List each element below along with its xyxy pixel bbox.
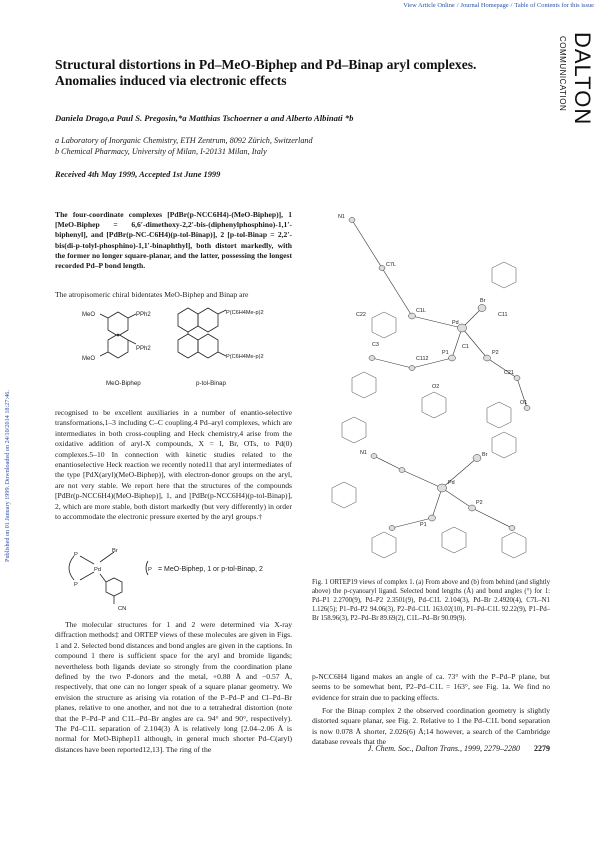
meo-biphep-structure bbox=[100, 312, 136, 358]
ptol-label: P(C6H4Me-p)2 bbox=[226, 310, 264, 316]
ligand-scheme bbox=[78, 306, 278, 388]
atom-label: P2 bbox=[492, 350, 499, 356]
atom-label: N1 bbox=[360, 450, 367, 456]
page-footer bbox=[312, 744, 550, 753]
ome-label-2: MeO bbox=[82, 356, 96, 362]
ortep-bottom-rings bbox=[332, 417, 526, 558]
dalton-label: DALTON bbox=[570, 32, 595, 126]
atom-label: P2 bbox=[476, 500, 483, 506]
complex-scheme bbox=[60, 548, 295, 614]
complex-structure bbox=[69, 552, 122, 604]
atom-label: Br bbox=[480, 298, 486, 304]
affiliation-a: a Laboratory of Inorganic Chemistry, ETH Zentrum, 8092 Zürich, Switzerland bbox=[55, 136, 313, 145]
atom-label: Pd bbox=[452, 320, 459, 326]
pph2-label-2: PPh2 bbox=[136, 346, 151, 352]
toc-link[interactable]: Table of Contents for this issue bbox=[514, 2, 594, 9]
affiliations bbox=[55, 135, 495, 157]
journal-citation: J. Chem. Soc., Dalton Trans., 1999, 2279–2280 bbox=[367, 744, 520, 753]
journal-homepage-link[interactable]: Journal Homepage bbox=[460, 2, 509, 9]
ome-label: MeO bbox=[82, 312, 96, 318]
atom-label: O1 bbox=[520, 400, 528, 406]
pph2-label: PPh2 bbox=[136, 312, 151, 318]
atom-label: N1 bbox=[338, 214, 345, 220]
link-separator: / bbox=[456, 2, 459, 9]
atom-label: C112 bbox=[416, 356, 429, 362]
atom-label: C1 bbox=[462, 344, 469, 350]
ptol-label-2: P(C6H4Me-p)2 bbox=[226, 354, 264, 360]
page-number: 2279 bbox=[534, 744, 550, 753]
abstract: The four-coordinate complexes [PdBr(p-NCC6H4)-(MeO-Biphep)], 1 [MeO-Biphep = 6,6′-dimethoxy-2,2′-bis-(diphenylphosphino)-1,1′-biphenyl], and [PdBr(p-NC-C6H4)(p-tol-Binap)], 2 [p-tol-Binap = 2,2′-bis(di-p-tolyl-phosphino)-1,1′-binaphthyl], both distort markedly, with the former no longer square-planar, and the latter, possessing the longest recorded Pd–P bond length. bbox=[55, 210, 292, 271]
meo-biphep-label: MeO-Biphep bbox=[106, 380, 141, 387]
affiliation-b: b Chemical Pharmacy, University of Milan, I-20131 Milan, Italy bbox=[55, 147, 267, 156]
atom-label: Pd bbox=[448, 480, 455, 486]
dalton-banner bbox=[550, 30, 594, 136]
communication-label: COMMUNICATION bbox=[558, 36, 567, 112]
atom-label: Br bbox=[482, 452, 488, 458]
atom-label: C21 bbox=[504, 370, 514, 376]
cn-label: CN bbox=[118, 606, 127, 612]
atom-label: C22 bbox=[356, 312, 366, 318]
svg-text:P: P bbox=[148, 567, 152, 573]
figure-caption: Fig. 1 ORTEP19 views of complex 1. (a) From above and (b) from behind (and slightly above) the p-cyanoaryl ligand. Selected bond lengths (Å) and bond angles (°) for 1: Pd–P1 2.2700(9), Pd–P2 2.3501(9), Pd–C1L 2.104(3), Pd–Br 2.4920(4), C7L–N1 1.126(5); P1–Pd–P2 94.06(3), P2–Pd–C1L 163.02(10), P1–Pd–C1L 92.22(9), P1–Pd–Br 158.96(3), P2–Pd–Br 89.69(2), C1L–Pd–Br 90.09(9). bbox=[312, 579, 551, 622]
article-title: Structural distortions in Pd–MeO-Biphep and Pd–Binap aryl complexes. Anomalies induced via electronic effects bbox=[55, 57, 477, 88]
published-sidebar: Published on 01 January 1999. Downloaded on 24/10/2014 18:27:46. bbox=[4, 390, 11, 562]
p-tol-binap-label: p-tol-Binap bbox=[196, 380, 226, 387]
p-label-bottom: P bbox=[74, 582, 78, 588]
paragraph-1: recognised to be excellent auxiliaries in a number of enantio-selective transformations,1–3 including C–C coupling.4 Pd–aryl complexes, which are intermediates in both cross-coupling and Heck chemistry,4 arise from the oxidative addition of aryl-X compounds, X = I, Br, OTs, to Pd(0) complexes.5–10 In connection with kinetic studies related to the enantioselective Heck reaction we recently noted11 that aryl intermediates of the type [PdX(aryl)(MeO-Biphep)], with electron-donor groups on the aryl, are not very stable. We report here that the structures of the compounds [PdBr(p-NCC6H4)(MeO-Biphep)], 1, and [PdBr(p-NCC6H4)(p-tol-Binap)], 2, which are more stable, both distort markedly (but very differently) in order to accommodate the electronic pressure exerted by the aryl groups.† bbox=[55, 408, 292, 522]
atom-label: C1L bbox=[416, 308, 426, 314]
received-dates: Received 4th May 1999, Accepted 1st June 1999 bbox=[55, 170, 221, 179]
paragraph-2: The molecular structures for 1 and 2 were determined via X-ray diffraction methods‡ and ORTEP views of these molecules are given in Figs. 1 and 2. Selected bond distances and bond angles are given in the captions. In compound 1 there is sufficient space for the aryl and bromide ligands; nevertheless both ligands deviate so strongly from the coordination plane defined by the two P-donors and the metal, +0.88 Å and −0.57 Å, respectively, that one can no longer speak of a square planar geometry. We envision the structure as arising via rotation of the P–Pd–P and Cl–Pd–Br planes, relative to one another, and not due to a tetrahedral distortion (note that the P–Pd–P and C1L–Pd–Br angles are ca. 94° and 90°, respectively). The Pd–C1L separation of 2.104(3) Å is relatively long [2.04–2.06 Å is normal for MeO-Biphep11 although, in general much shorter Pd–C(aryl) distances have been reported12,13]. The ring of the bbox=[55, 620, 292, 754]
atom-label: C3 bbox=[372, 342, 379, 348]
link-separator: / bbox=[510, 2, 513, 9]
p-label-top: P bbox=[74, 552, 78, 558]
ortep-figure bbox=[312, 208, 550, 573]
br-label: Br bbox=[112, 548, 118, 554]
authors: Daniela Drago,a Paul S. Pregosin,*a Matthias Tschoerner a and Alberto Albinati *b bbox=[55, 113, 354, 123]
pd-label: Pd bbox=[94, 567, 102, 573]
top-links bbox=[403, 2, 594, 9]
paragraph-4: For the Binap complex 2 the observed coordination geometry is slightly distorted square planar, see Fig. 2. Relative to 1 the Pd–C1L bond separation is now 0.078 Å shorter, 2.026(6) Å;14 however, a search of the Cambridge database reveals that the bbox=[312, 706, 550, 747]
ortep-bottom-labels bbox=[360, 450, 488, 528]
ligand-definition: = MeO-Biphep, 1 or p-tol-Binap, 2 bbox=[158, 566, 263, 573]
atom-label: C11 bbox=[498, 312, 508, 318]
atom-label: O2 bbox=[432, 384, 440, 390]
atom-label: C7L bbox=[386, 262, 396, 268]
p-p-bracket bbox=[146, 561, 152, 575]
p-tol-binap-structure bbox=[178, 308, 226, 358]
atom-label: P1 bbox=[420, 522, 427, 528]
atom-label: P1 bbox=[442, 350, 449, 356]
intro-paragraph: The atropisomeric chiral bidentates MeO-Biphep and Binap are bbox=[55, 290, 249, 299]
paragraph-3: p-NCC6H4 ligand makes an angle of ca. 73° with the P–Pd–P plane, but seems to be somewhat bent, P2–Pd–C1L = 163°, see Fig. 1a. We find no evidence for strain due to packing effects. bbox=[312, 672, 550, 702]
view-article-online-link[interactable]: View Article Online bbox=[403, 2, 455, 9]
